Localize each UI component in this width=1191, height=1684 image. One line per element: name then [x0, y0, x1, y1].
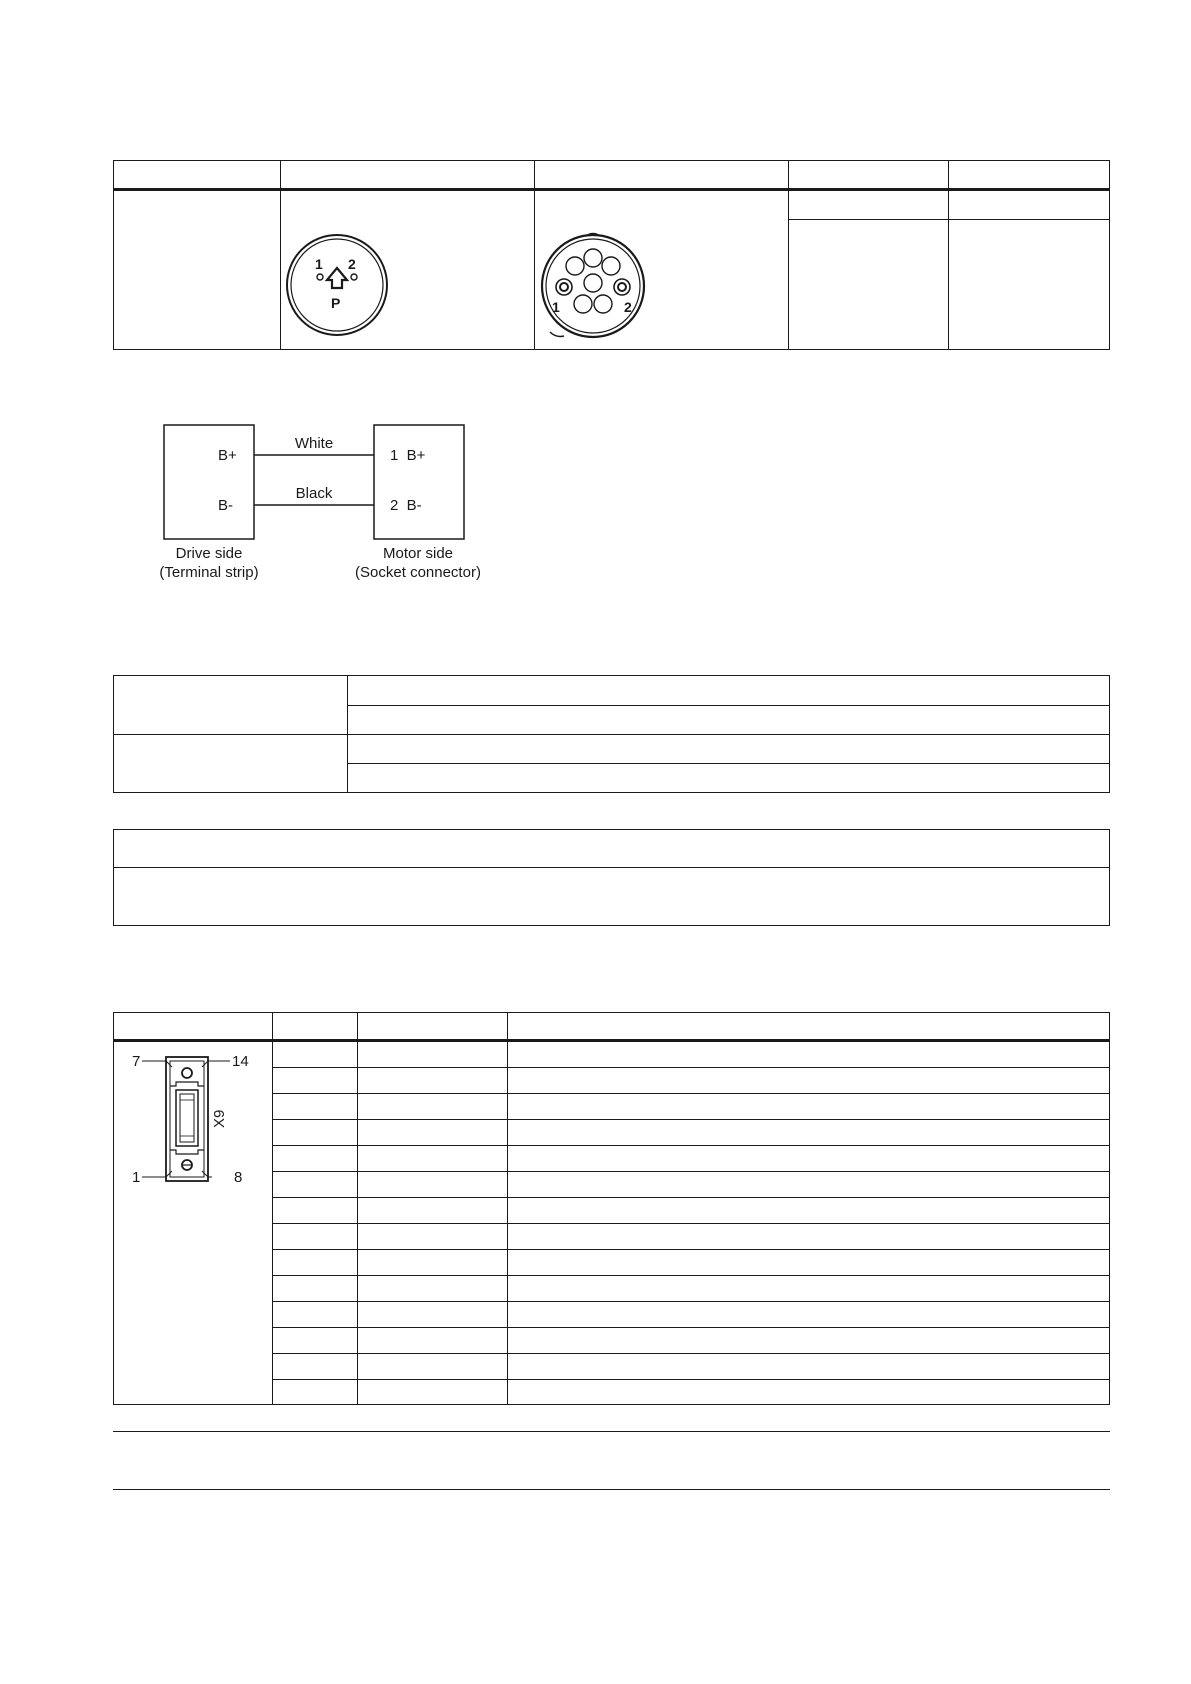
socket-label-2: 2 [624, 299, 632, 315]
table-row [272, 1093, 1110, 1094]
table-row [272, 1249, 1110, 1250]
brake-pin-connector-diagram [284, 228, 394, 338]
table-row [272, 1327, 1110, 1328]
pin-label-1: 1 [315, 256, 323, 272]
motor-side-caption-sub: (Socket connector) [355, 564, 481, 581]
socket-2 [614, 279, 630, 295]
table-row [272, 1275, 1110, 1276]
drive-pin-bminus: B- [218, 497, 233, 514]
x9-connector-diagram [126, 1052, 256, 1187]
x9-connector-label: X9 [211, 1109, 228, 1128]
socket-label-1: 1 [552, 299, 560, 315]
socket-1 [556, 279, 572, 295]
table-frame [113, 1012, 1110, 1405]
note-top-rule [113, 1431, 1110, 1432]
note-bottom-rule [113, 1489, 1110, 1490]
drive-side-caption: Drive side [175, 545, 243, 562]
motor-side-caption: Motor side [382, 545, 454, 562]
brake-wiring-diagram [150, 415, 500, 590]
drive-side-caption-sub: (Terminal strip) [159, 564, 259, 581]
table-row [272, 1353, 1110, 1354]
table-row [272, 1197, 1110, 1198]
table-frame [113, 829, 1110, 926]
motor-pin-2: 2 B- [390, 497, 422, 514]
header-rule [113, 1039, 1110, 1042]
drive-side-box [164, 425, 254, 539]
x9-pin-8-label: 8 [234, 1169, 243, 1186]
x9-pin-14-label: 14 [232, 1053, 249, 1070]
keying-arrow-icon [327, 268, 347, 288]
table-row [272, 1379, 1110, 1380]
table-row [272, 1119, 1110, 1120]
x9-pin-7-label: 7 [132, 1053, 141, 1070]
header-rule [113, 188, 1110, 191]
pin-2-dot [351, 274, 357, 280]
pin-label-p: P [331, 295, 341, 311]
table-row [272, 1301, 1110, 1302]
table-row [272, 1145, 1110, 1146]
motor-pin-1: 1 B+ [390, 447, 426, 464]
drive-pin-bplus: B+ [218, 447, 237, 464]
x9-pin-1-label: 1 [132, 1169, 141, 1186]
pin-1-dot [317, 274, 323, 280]
table-row [272, 1223, 1110, 1224]
table-row [272, 1171, 1110, 1172]
wire-label-black: Black [295, 485, 333, 502]
pin-label-2: 2 [348, 256, 356, 272]
brake-socket-connector-diagram [538, 228, 650, 340]
wire-label-white: White [294, 435, 334, 452]
table-row [272, 1067, 1110, 1068]
motor-side-box [374, 425, 464, 539]
